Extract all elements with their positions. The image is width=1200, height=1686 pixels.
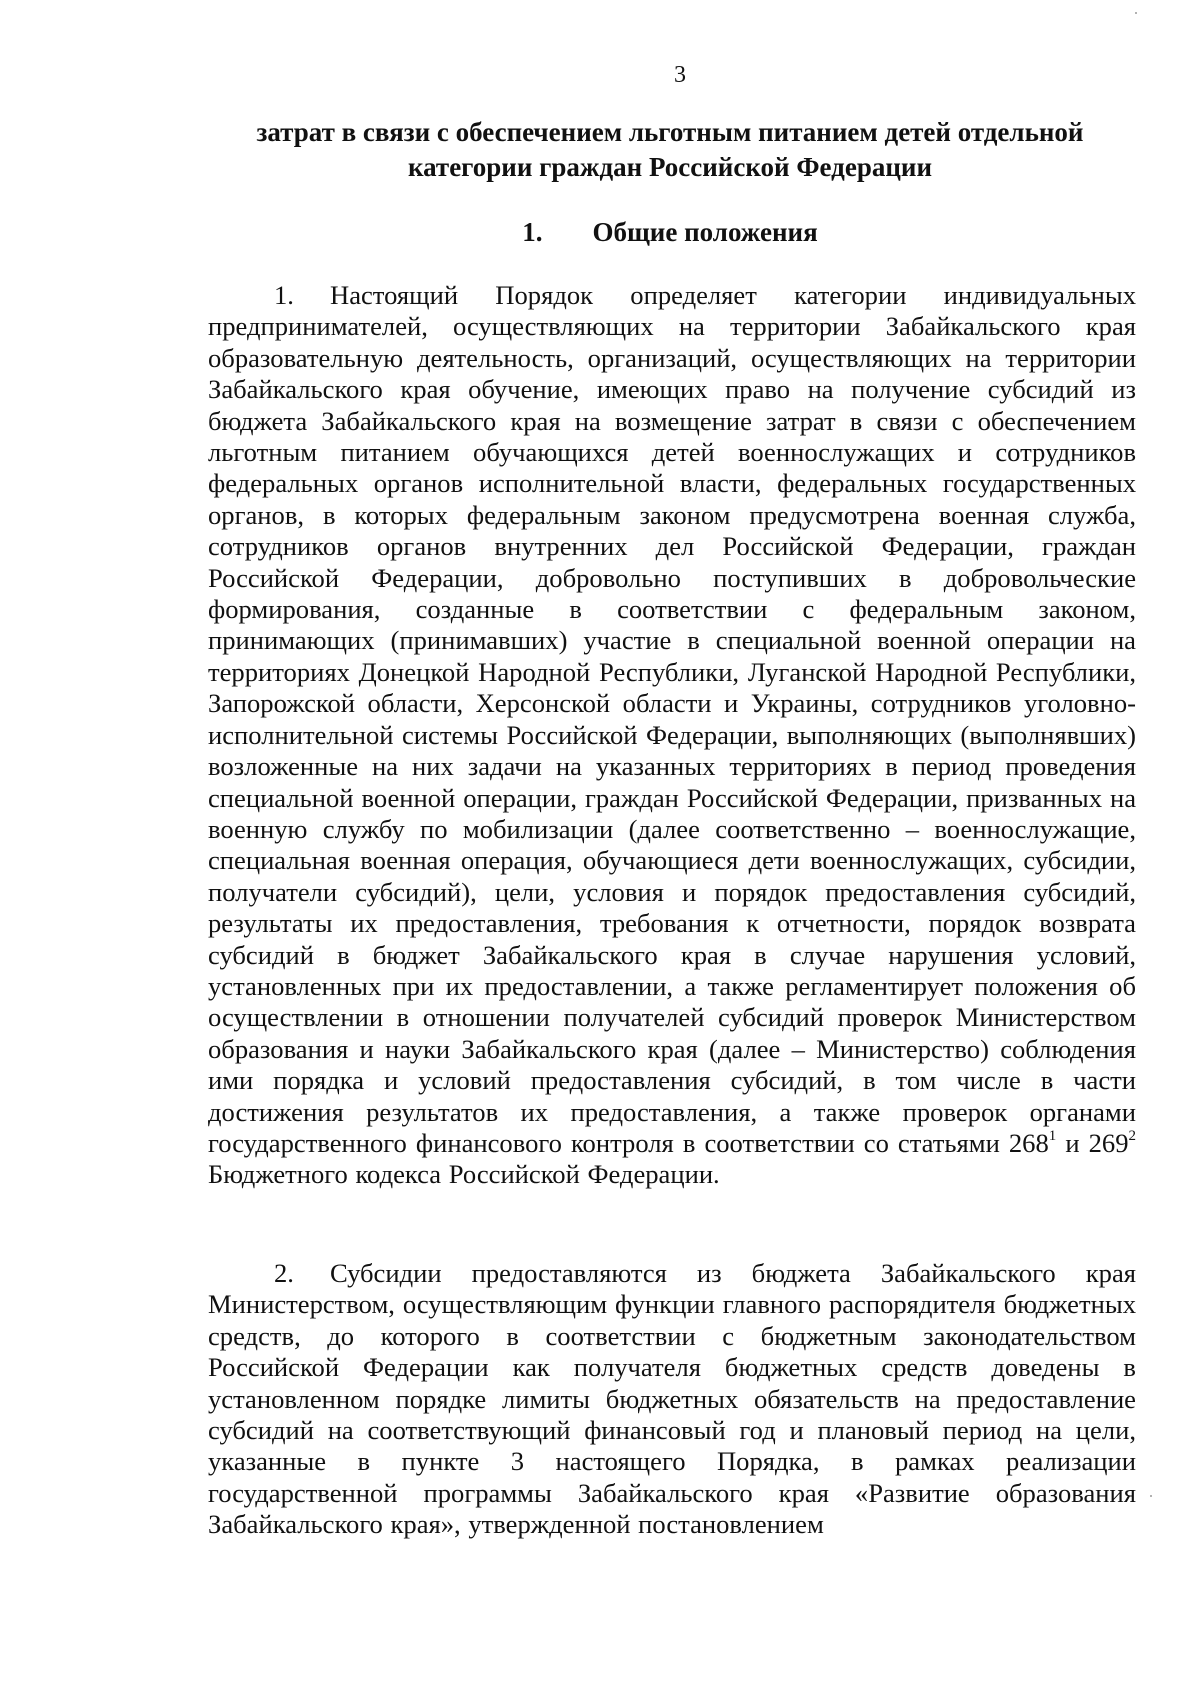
scan-speck — [1150, 1495, 1152, 1497]
document-heading: затрат в связи с обеспечением льготным питанием детей отдельной категории граждан Российской Федерации — [256, 117, 1084, 182]
section-title-text: Общие положения — [592, 217, 818, 247]
paragraph-2 — [208, 1258, 1136, 1541]
paragraph-text: Настоящий Порядок определяет категории индивидуальных предпринимателей, осуществляющих на территории Забайкальского края образовательную деятельность, организаций, осуществляющих на территории Забайкальского края обучение, имеющих право на получение субсидий из бюджета Забайкальского края на возмещение затрат в связи с обеспечением льготным питанием обучающихся детей военнослужащих и сотрудников федеральных органов исполнительной власти, федеральных государственных органов, в которых федеральным законом предусмотрена военная служба, сотрудников органов внутренних дел Российской Федерации, граждан Российской Федерации, добровольно поступивших в добровольческие формирования, созданные в соответствии с федеральным законом, принимающих (принимавших) участие в специальной военной операции на территориях Донецкой Народной Республики, Луганской Народной Республики, Запорожской области, Херсонской области и Украины, сотрудников уголовно-исполнительной системы Российской Федерации, выполняющих (выполнявших) возложенные на них задачи на указанных территориях в период проведения специальной военной операции, граждан Российской Федерации, призванных на военную службу по мобилизации (далее соответственно – военнослужащие, специальная военная операция, обучающиеся дети военнослужащих, субсидии, получатели субсидий), цели, условия и порядок предоставления субсидий, результаты их предоставления, требования к отчетности, порядок возврата субсидий в бюджет Забайкальского края в случае нарушения условий, установленных при их предоставлении, а также регламентирует положения об осуществлении в отношении получателей субсидий проверок Министерством образования и науки Забайкальского края (далее – Министерство) соблюдения ими порядка и условий предоставления субсидий, в том числе в части достижения результатов их предоставления, а также проверок органами государственного финансового контроля в соответствии со статьями 268 — [208, 280, 1136, 1158]
page-number: 3 — [674, 62, 686, 88]
paragraph-number: 1. — [274, 280, 294, 310]
section-title — [210, 215, 1130, 249]
section-number: 1. — [522, 217, 543, 247]
paragraph-1 — [208, 280, 1136, 1191]
superscript: 1 — [1048, 1128, 1057, 1145]
paragraph-text: Субсидии предоставляются из бюджета Забайкальского края Министерством, осуществляющим функции главного распорядителя бюджетных средств, до которого в соответствии с бюджетным законодательством Российской Федерации как получателя бюджетных средств доведены в установленном порядке лимиты бюджетных обязательств на предоставление субсидий на соответствующий финансовый год и плановый период на цели, указанные в пункте 3 настоящего Порядка, в рамках реализации государственной программы Забайкальского края «Развитие образования Забайкальского края», утвержденной постановлением — [208, 1258, 1136, 1540]
paragraph-number: 2. — [274, 1258, 294, 1288]
superscript: 2 — [1128, 1128, 1137, 1145]
scan-speck — [1135, 12, 1137, 14]
paragraph-text-end: Бюджетного кодекса Российской Федерации. — [208, 1159, 720, 1190]
paragraph-text-continued: и 269 — [1056, 1127, 1129, 1158]
